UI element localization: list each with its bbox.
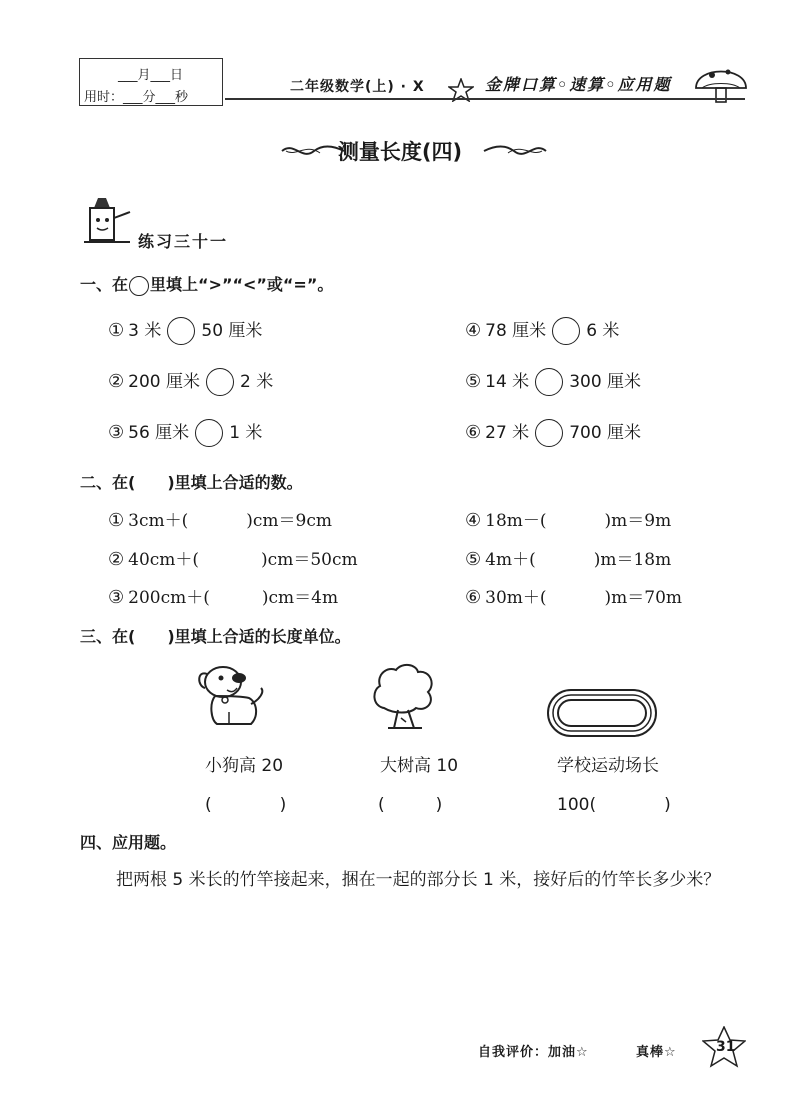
answer-circle[interactable] [535,368,563,396]
self-evaluation: 自我评价：加油☆ [478,1045,589,1060]
answer-circle[interactable] [552,317,580,345]
exercise-title: 练习三十一 [138,232,229,251]
section3-heading: 三、在( )里填上合适的长度单位。 [80,627,351,646]
date-time-box [79,58,223,106]
answer-circle[interactable] [195,419,223,447]
compare-item-1: ① 3 米 50 厘米 [108,316,262,345]
fill-item-2: ② 40cm＋( )cm＝50cm [108,549,358,570]
answer-area[interactable] [80,945,750,1025]
dog-illustration [195,660,267,730]
answer-circle[interactable] [167,317,195,345]
compare-item-2: ② 200 厘米 2 米 [108,367,273,396]
section1-heading: 一、在 里填上“>”“<”或“=”。 [80,275,334,294]
dog-caption: 小狗高 20 [205,756,284,776]
fill-item-5: ⑤ 4m＋( )m＝18m [465,549,672,570]
series-title: 金牌口算◦速算◦应用题 [485,75,672,94]
great-rating: 真棒☆ [636,1045,677,1060]
dog-answer-blank[interactable]: ( ) [205,795,287,815]
time-used-line: 用时：___分___秒 [84,90,189,105]
right-ornament-icon [482,139,548,163]
page-title: 测量长度(四) [337,140,463,164]
page-number: 31 [716,1039,736,1055]
date-line: ___月___日 [118,68,184,83]
track-illustration [546,688,658,738]
tree-illustration [370,662,438,734]
grade-title: 二年级数学(上) · X [290,79,425,95]
word-problem: 把两根 5 米长的竹竿接起来，捆在一起的部分长 1 米，接好后的竹竿长多少米？ [116,870,721,890]
compare-item-3: ③ 56 厘米 1 米 [108,418,262,447]
section4-heading: 四、应用题。 [80,833,177,852]
fill-item-3: ③ 200cm＋( )cm＝4m [108,587,339,608]
header-divider [225,98,745,100]
section2-heading: 二、在( )里填上合适的数。 [80,473,303,492]
tree-caption: 大树高 10 [380,756,459,776]
fill-item-4: ④ 18m－( )m＝9m [465,510,672,531]
track-answer-blank[interactable]: 100( ) [557,795,671,815]
heading-circle-icon [129,276,149,296]
tree-answer-blank[interactable]: ( ) [378,795,443,815]
compare-item-6: ⑥ 27 米 700 厘米 [465,418,641,447]
answer-circle[interactable] [206,368,234,396]
fill-item-6: ⑥ 30m＋( )m＝70m [465,587,683,608]
pencil-mascot-icon [80,196,136,252]
compare-item-5: ⑤ 14 米 300 厘米 [465,367,641,396]
fill-item-1: ① 3cm＋( )cm＝9cm [108,510,332,531]
track-caption: 学校运动场长 [557,756,659,776]
answer-circle[interactable] [535,419,563,447]
compare-item-4: ④ 78 厘米 6 米 [465,316,619,345]
